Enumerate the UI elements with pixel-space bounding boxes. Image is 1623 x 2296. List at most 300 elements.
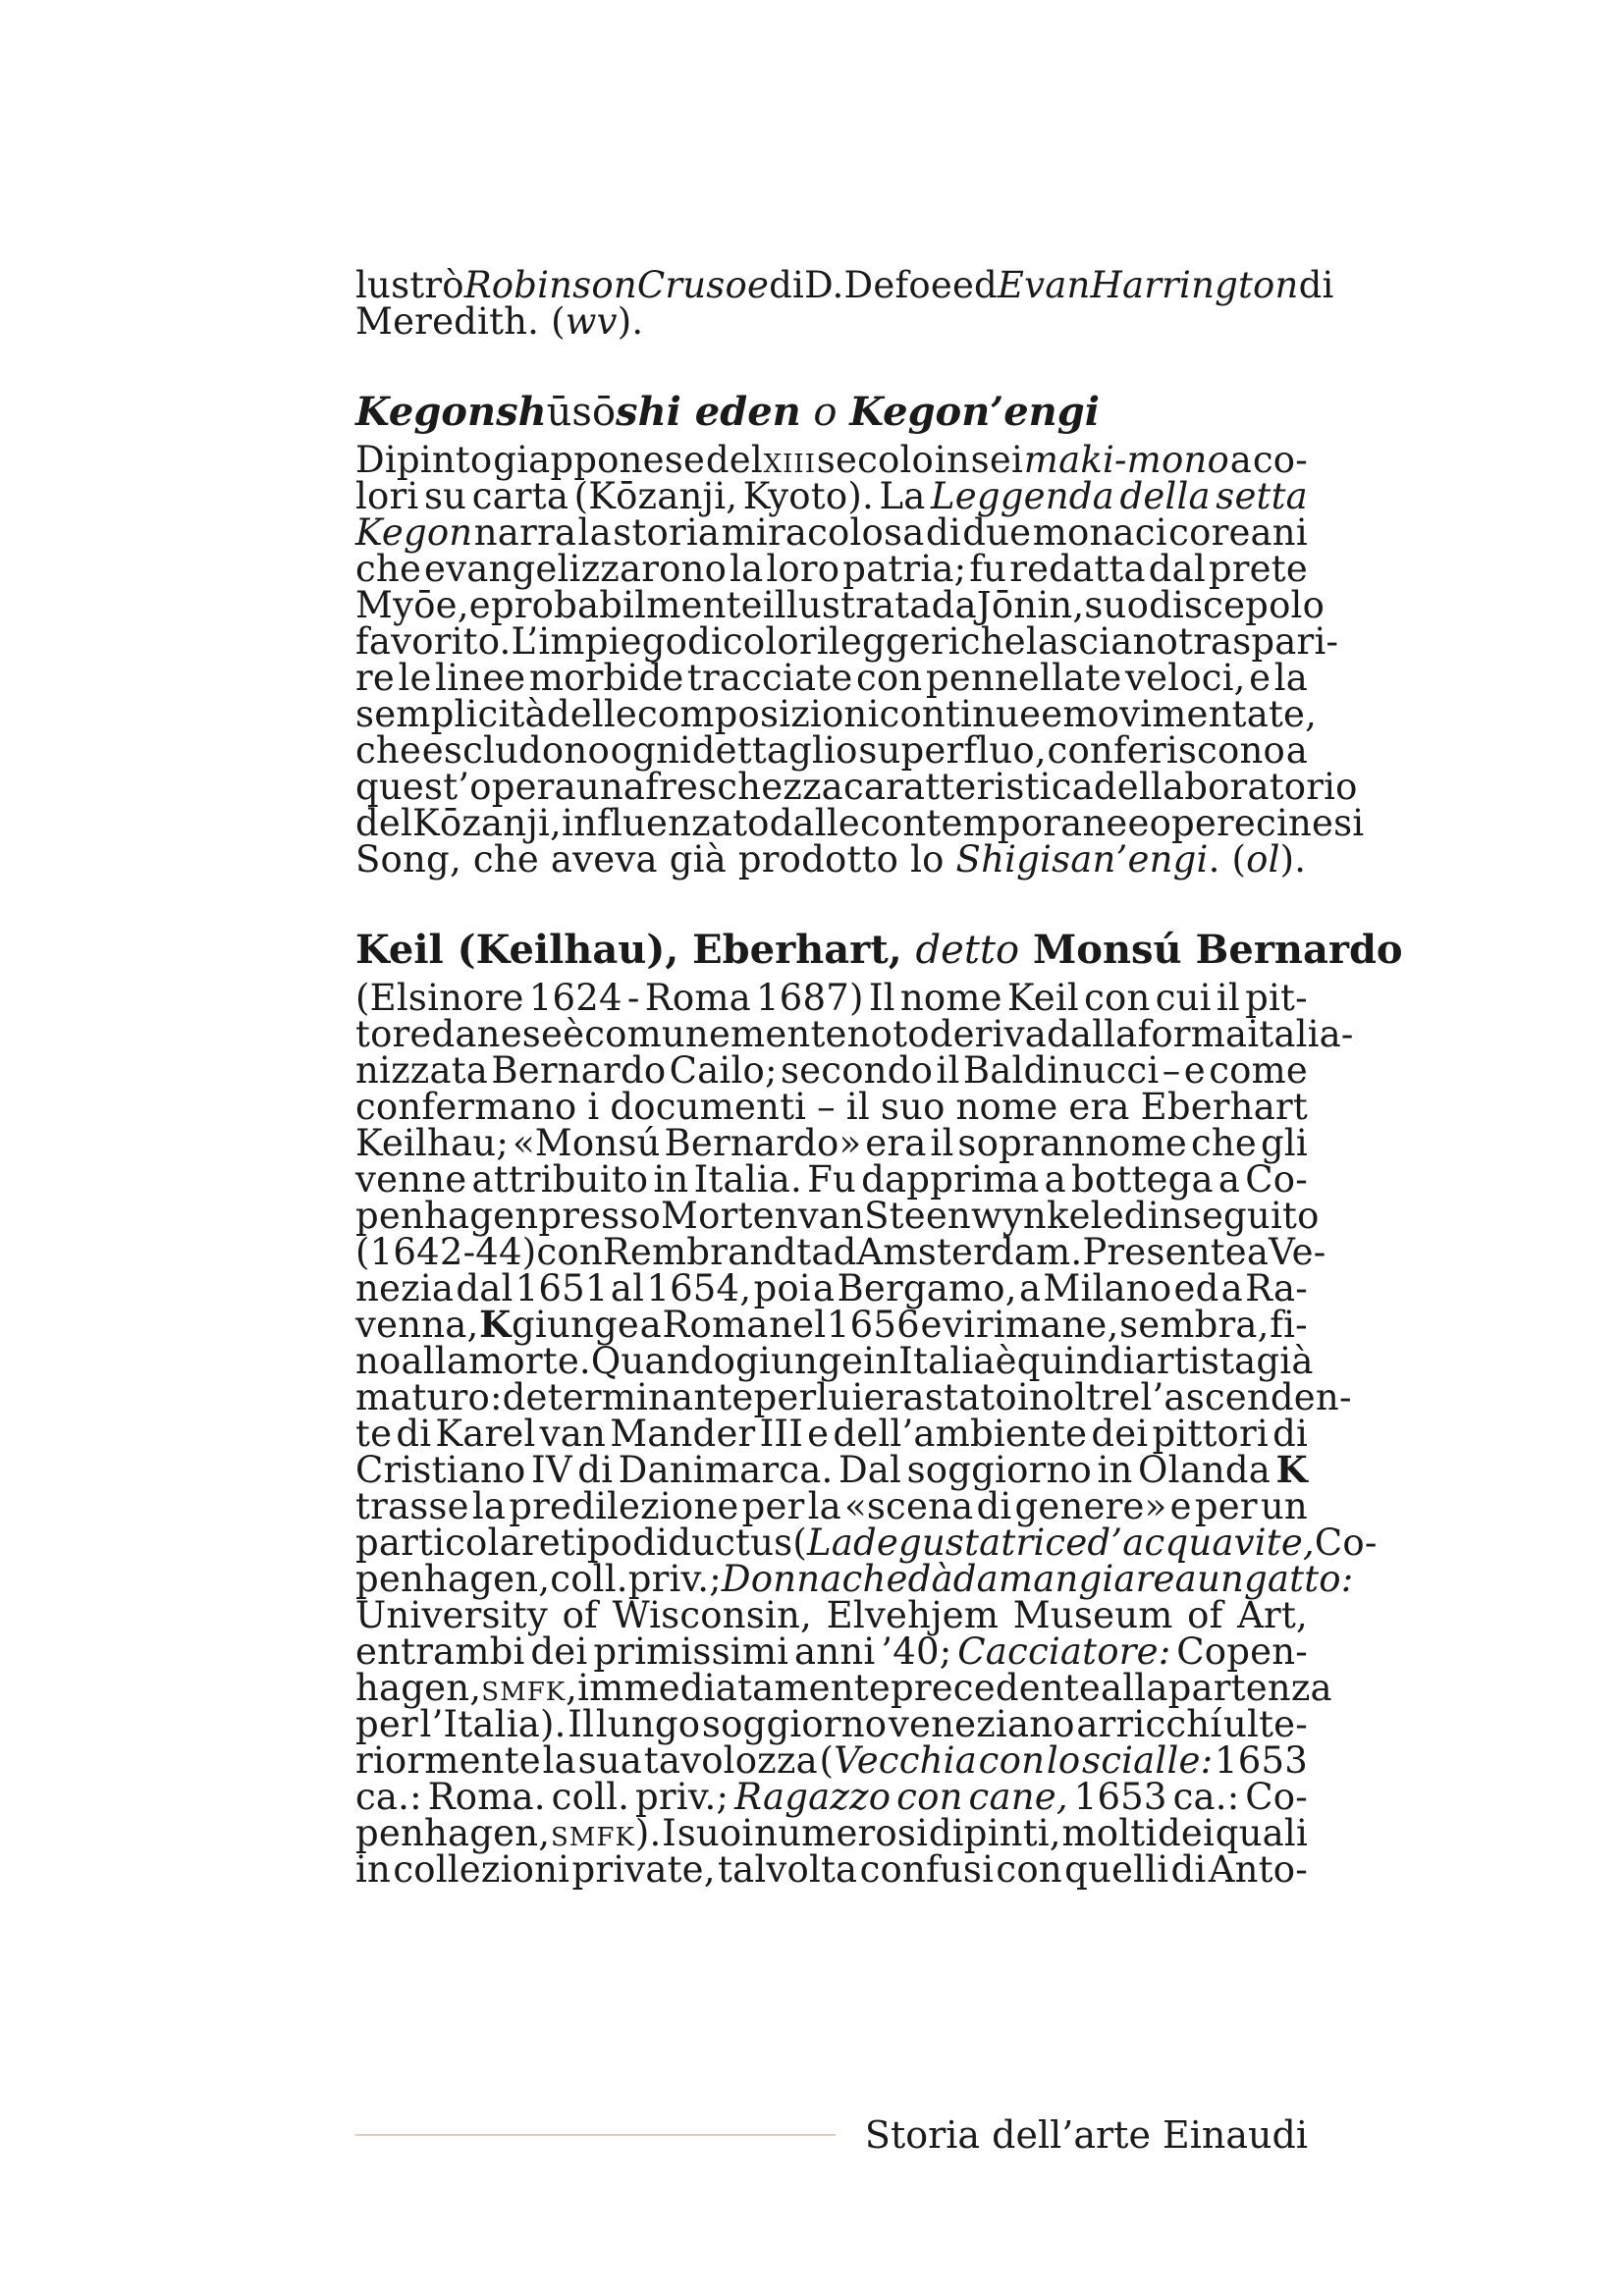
word: dà <box>907 1558 953 1600</box>
word: della <box>1119 475 1211 517</box>
word: (Elsinore <box>355 977 524 1019</box>
text-line <box>355 300 1308 343</box>
word: per <box>753 1376 817 1418</box>
word: penhagen, <box>355 1558 551 1600</box>
word: continue <box>879 693 1042 735</box>
word: Amsterdam. <box>856 1231 1083 1273</box>
word: stato <box>924 1376 1017 1418</box>
word: dal <box>1148 548 1206 590</box>
word: di <box>632 1522 669 1564</box>
entry-keil-title-detto: detto <box>915 928 1020 973</box>
entry-keil-title-alias: Monsú Bernardo <box>1019 927 1403 973</box>
word: pit- <box>1245 977 1308 1019</box>
word: evangelizzarono <box>424 548 728 590</box>
word: Presente <box>1082 1231 1247 1273</box>
word: venna, <box>355 1304 479 1346</box>
word: Elvehjem <box>826 1594 1000 1636</box>
text-line <box>355 1522 1378 1564</box>
word: venne <box>355 1158 467 1201</box>
word: gli <box>1260 1122 1308 1164</box>
word: arricchí <box>1076 1703 1222 1745</box>
word: ’40; <box>881 1630 952 1673</box>
word: confermano <box>355 1086 577 1128</box>
text-line <box>355 1303 1308 1346</box>
word: Kōzanji, <box>412 802 562 844</box>
word: 1656 <box>826 1304 920 1346</box>
word: lungo <box>595 1703 701 1745</box>
word: Defoe <box>843 264 952 306</box>
word: discepolo <box>1149 584 1325 626</box>
word: con <box>996 1848 1062 1891</box>
word: narra <box>473 511 577 554</box>
word: Il <box>568 1703 595 1745</box>
word: rimane, <box>975 1304 1119 1346</box>
word: smfk, <box>481 1667 578 1709</box>
word: influenzato <box>561 802 770 844</box>
word: Co- <box>1245 1776 1308 1818</box>
word: Evan <box>997 264 1091 306</box>
word: superfluo, <box>858 729 1047 772</box>
word: Anto- <box>1208 1848 1308 1891</box>
word: cui <box>1155 977 1212 1019</box>
word: freschezza <box>645 766 843 808</box>
word: la <box>730 548 764 590</box>
word: da <box>952 1558 999 1600</box>
word: in <box>1147 1195 1183 1237</box>
word: Keil <box>1006 977 1079 1019</box>
word: maki-mono <box>1023 439 1229 481</box>
word: comunemente <box>584 1013 847 1055</box>
text-line <box>355 1448 1308 1491</box>
word: primissimi <box>593 1630 789 1673</box>
entry-kegon-title-part-b: ūsō <box>546 390 617 435</box>
page-footer <box>355 2110 1308 2160</box>
word: con <box>896 1776 963 1818</box>
text-line <box>355 264 1334 306</box>
text-line <box>355 1413 1308 1455</box>
text-line <box>355 1630 1308 1673</box>
word: partenza <box>1167 1667 1332 1709</box>
word: Keilhau; <box>355 1122 509 1164</box>
word: giunge <box>735 1340 864 1382</box>
word: che <box>841 1558 908 1600</box>
word: sembra, <box>1119 1304 1270 1346</box>
word: suo <box>1084 584 1150 626</box>
word: ed <box>1102 1195 1148 1237</box>
word: già <box>1256 1340 1314 1382</box>
word: Bernardo» <box>664 1122 862 1164</box>
word: Steenwynkel <box>864 1195 1103 1237</box>
entry-kegon-title-part-a: Kegonsh <box>355 389 547 435</box>
word: nel <box>769 1304 827 1346</box>
word: Co- <box>1314 1522 1378 1564</box>
word: ad <box>811 1231 857 1273</box>
word: dipinti, <box>928 1812 1061 1854</box>
word: Museum <box>1012 1594 1173 1636</box>
word: priv.; <box>635 1776 730 1818</box>
text-line <box>355 802 1365 844</box>
word: giapponese <box>493 439 706 481</box>
word: Milano <box>1043 1267 1172 1309</box>
word: giunge <box>512 1304 639 1346</box>
text-line <box>355 693 1318 735</box>
word: monaci <box>1032 511 1167 554</box>
footer-rule <box>355 2134 836 2136</box>
word: storia <box>613 511 721 554</box>
word: la <box>471 1485 507 1527</box>
text-line <box>355 1013 1354 1055</box>
entry-kegon-title-part-c: shi eden <box>616 389 801 435</box>
word: e <box>1041 693 1063 735</box>
word: (Kōzanji, <box>573 475 738 517</box>
word: è <box>995 1340 1017 1382</box>
word: Art, <box>1237 1594 1308 1636</box>
text-line <box>355 838 1308 881</box>
word: cane, <box>968 1776 1068 1818</box>
text-line <box>355 584 1325 626</box>
word: Ragazzo <box>734 1776 892 1818</box>
word: contemporanee <box>859 802 1150 844</box>
word: del <box>1093 766 1151 808</box>
word: Wisconsin, <box>612 1594 813 1636</box>
word: dei <box>530 1630 588 1673</box>
word: che <box>1190 1122 1258 1164</box>
word: quali <box>1215 1812 1308 1854</box>
word: di <box>687 620 723 663</box>
word: coll. <box>550 1558 628 1600</box>
word: di <box>1298 264 1334 306</box>
word: University <box>355 1594 548 1636</box>
text-line <box>355 1485 1308 1527</box>
word: lori <box>355 475 419 517</box>
word: Baldinucci <box>962 1049 1160 1092</box>
word: Cristiano <box>355 1449 526 1491</box>
word: Dal <box>838 1449 902 1491</box>
word: priv.; <box>627 1558 722 1600</box>
word: a <box>1174 1558 1197 1600</box>
word: i <box>587 1086 600 1128</box>
word: le <box>398 657 432 699</box>
word: colori <box>723 620 829 663</box>
word: immediatamente <box>577 1667 891 1709</box>
text-line <box>355 1267 1308 1309</box>
entry-keil-title-name: Keil (Keilhau), Eberhart, <box>355 927 916 973</box>
word: vi <box>943 1304 976 1346</box>
word: molti <box>1061 1812 1158 1854</box>
text-line <box>355 977 1308 1019</box>
word: 1653 <box>1214 1739 1308 1782</box>
word: K <box>479 1303 512 1346</box>
word: caratteristica <box>842 766 1094 808</box>
word: IV <box>531 1449 572 1491</box>
word: smfk). <box>550 1812 662 1854</box>
word: a <box>1220 1267 1243 1309</box>
word: ca.: <box>1172 1776 1240 1818</box>
word: di <box>925 511 961 554</box>
word: – <box>1162 1049 1181 1092</box>
word: nome <box>899 977 1002 1019</box>
word: private, <box>571 1848 716 1891</box>
text-line <box>355 657 1308 699</box>
word: che <box>472 838 539 881</box>
text-line <box>355 1703 1308 1745</box>
word: precedente <box>890 1667 1102 1709</box>
word: redatta <box>1009 548 1146 590</box>
word: a <box>1044 1158 1066 1201</box>
word: dal <box>456 1267 514 1309</box>
word: di <box>769 264 804 306</box>
word: Roma <box>662 1304 769 1346</box>
text-line <box>355 548 1308 590</box>
word: attribuito <box>471 1158 649 1201</box>
word: bottega <box>1071 1158 1214 1201</box>
word: Jōnin, <box>976 584 1085 626</box>
word: su <box>423 475 467 517</box>
word: in <box>863 1340 899 1382</box>
word: dei <box>1158 1812 1216 1854</box>
word: III <box>759 1413 804 1455</box>
word: semplicità <box>355 693 547 735</box>
word: Bernardo <box>491 1049 667 1092</box>
word: of <box>562 1594 598 1636</box>
word: entrambi <box>355 1630 525 1673</box>
word: probabilmente <box>490 584 763 626</box>
word: l’Italia). <box>419 1703 567 1745</box>
word: Bergamo, <box>837 1267 1017 1309</box>
word: ca.: <box>355 1776 422 1818</box>
word: aveva <box>550 838 658 881</box>
word: soggiorno <box>906 1449 1092 1491</box>
word: penhagen, <box>355 1812 551 1854</box>
word: favorito. <box>355 620 512 663</box>
word: secolo <box>816 439 934 481</box>
word: (wv). <box>551 300 644 343</box>
word: e <box>1183 1049 1206 1092</box>
word: nezia <box>355 1267 455 1309</box>
word: poi <box>753 1267 811 1309</box>
word: documenti <box>610 1086 807 1128</box>
word: suoi <box>676 1812 754 1854</box>
word: Eberhart <box>1140 1086 1308 1128</box>
word: con <box>978 1739 1046 1782</box>
word: Harrington <box>1090 264 1299 306</box>
word: determinante <box>502 1376 754 1418</box>
word: che <box>355 548 422 590</box>
word: quelli <box>1064 1848 1169 1891</box>
word: composizioni <box>636 693 880 735</box>
word: ogni <box>610 729 692 772</box>
word: per <box>741 1485 805 1527</box>
word: re <box>355 657 395 699</box>
word: era <box>863 1376 925 1418</box>
word: of <box>1187 1594 1223 1636</box>
word: no <box>355 1340 402 1382</box>
word: Co- <box>1245 1158 1308 1201</box>
word: 1624 <box>528 977 622 1019</box>
word: conferiscono <box>1047 729 1285 772</box>
word: d’acquavite, <box>1087 1522 1315 1564</box>
word: la <box>1273 657 1308 699</box>
word: per <box>1194 1485 1258 1527</box>
word: I <box>662 1812 676 1854</box>
text-line <box>355 1049 1308 1092</box>
word: 1653 <box>1073 1776 1167 1818</box>
word: van <box>797 1195 865 1237</box>
word: patria; <box>842 548 967 590</box>
word: artista <box>1134 1340 1257 1382</box>
word: di <box>577 1449 614 1491</box>
word: noto <box>846 1013 930 1055</box>
text-line <box>355 766 1358 808</box>
word: ed <box>1173 1267 1219 1309</box>
text-line <box>355 1340 1314 1382</box>
word: è <box>563 1013 585 1055</box>
word: quest’opera <box>355 766 576 808</box>
word: fi- <box>1270 1304 1308 1346</box>
word: lasciano <box>1025 620 1179 663</box>
word: delle <box>546 693 637 735</box>
text-line <box>355 1848 1308 1891</box>
word: italia- <box>1247 1013 1354 1055</box>
word: co- <box>1252 439 1308 481</box>
word: Song, <box>355 838 461 881</box>
word: anni <box>794 1630 876 1673</box>
entry-kegon-body <box>355 439 1365 881</box>
text-line <box>355 1231 1326 1273</box>
word: Rembrandt <box>602 1231 812 1273</box>
word: lo <box>1046 1739 1081 1782</box>
word: inoltre <box>1016 1376 1141 1418</box>
word: secondo <box>780 1049 934 1092</box>
word: dei <box>1091 1413 1149 1455</box>
word: opere <box>1149 802 1257 844</box>
word: con <box>855 657 923 699</box>
word: K <box>1275 1448 1308 1491</box>
text-line <box>355 1812 1308 1854</box>
word: che <box>959 620 1026 663</box>
word: penhagen <box>355 1195 539 1237</box>
word: danese <box>431 1013 564 1055</box>
text-line <box>355 475 1308 517</box>
word: Roma <box>644 977 751 1019</box>
word: soprannome <box>957 1122 1188 1164</box>
text-line <box>355 439 1308 481</box>
word: l’ascenden- <box>1140 1376 1352 1418</box>
word: 1687) <box>756 977 864 1019</box>
word: morbide <box>528 657 684 699</box>
word: Ra- <box>1245 1267 1308 1309</box>
word: da <box>931 584 977 626</box>
word: alla <box>1101 1667 1168 1709</box>
word: fu <box>969 548 1007 590</box>
word: Leggenda <box>931 475 1114 517</box>
word: setta <box>1216 475 1308 517</box>
word: te <box>355 1413 393 1455</box>
word: 1654, <box>646 1267 752 1309</box>
word: tracciate <box>686 657 853 699</box>
word: in <box>934 439 970 481</box>
word: tore <box>355 1013 432 1055</box>
word: numerosi <box>754 1812 929 1854</box>
text-line <box>355 1594 1308 1636</box>
word: era <box>1068 1086 1130 1128</box>
word: di <box>976 1485 1012 1527</box>
word: laboratorio <box>1150 766 1358 808</box>
word: presso <box>538 1195 662 1237</box>
word: alla <box>401 1340 469 1382</box>
word: e <box>920 1304 943 1346</box>
word: un <box>1196 1558 1244 1600</box>
word: che <box>355 729 422 772</box>
word: Il <box>868 977 895 1019</box>
word: ulte- <box>1223 1703 1308 1745</box>
word: riormente <box>355 1739 541 1782</box>
word: collezioni <box>393 1848 570 1891</box>
word: Cailo; <box>669 1049 778 1092</box>
word: 1651 <box>514 1267 609 1309</box>
text-line <box>355 1158 1308 1201</box>
word: sei <box>970 439 1023 481</box>
word: il <box>936 1049 960 1092</box>
word: il <box>930 1122 954 1164</box>
word: a <box>1285 729 1308 772</box>
entry-keil-title <box>355 927 1403 973</box>
word: Crusoe <box>636 264 770 306</box>
word: Quando <box>590 1340 736 1382</box>
word: La <box>879 475 926 517</box>
word: leggeri <box>828 620 960 663</box>
word: due <box>962 511 1032 554</box>
word: di <box>1272 1413 1308 1455</box>
word: «scena <box>844 1485 974 1527</box>
word: «Monsú <box>512 1122 661 1164</box>
word: trasse <box>355 1485 469 1527</box>
text-line <box>355 620 1339 663</box>
word: (Vecchia <box>819 1739 977 1782</box>
word: e <box>1169 1485 1192 1527</box>
word: sua <box>577 1739 643 1782</box>
entry-keil-body <box>355 977 1378 1891</box>
word: e <box>1249 657 1271 699</box>
word: dalla <box>1046 1013 1138 1055</box>
text-line <box>355 1558 1354 1600</box>
entry-prev-body <box>355 264 1334 343</box>
word: scialle: <box>1082 1739 1214 1782</box>
word: genere» <box>1014 1485 1167 1527</box>
word: del <box>705 439 763 481</box>
word: tipo <box>560 1522 633 1564</box>
word: lo <box>910 838 945 881</box>
word: Fu <box>807 1158 857 1201</box>
word: il <box>845 1086 870 1128</box>
word: Robinson <box>463 264 637 306</box>
word: era <box>865 1122 927 1164</box>
text-line <box>355 1086 1308 1128</box>
word: la <box>542 1739 576 1782</box>
word: a <box>1246 1231 1270 1273</box>
word: illustrata <box>762 584 932 626</box>
word: (La <box>792 1522 853 1564</box>
word: escludono <box>421 729 610 772</box>
word: Karel <box>435 1413 536 1455</box>
word: mangiare <box>998 1558 1175 1600</box>
word: deriva <box>929 1013 1047 1055</box>
word: forma <box>1137 1013 1248 1055</box>
word: al <box>610 1267 645 1309</box>
word: Dipinto <box>355 439 493 481</box>
entry-kegon-title <box>355 389 1308 435</box>
word: nizzata <box>355 1049 489 1092</box>
